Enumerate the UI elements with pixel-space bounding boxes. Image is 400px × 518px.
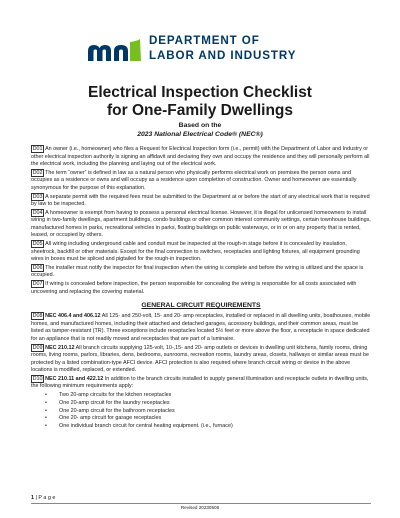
page-label: | P a g e xyxy=(35,495,56,501)
checklist-item xyxy=(31,313,371,343)
item-code: D05 xyxy=(32,241,43,248)
document-body xyxy=(31,146,371,431)
document-title-line-2: for One-Family Dwellings xyxy=(106,102,294,119)
item-text: All wiring including underground cable and conduit must be inspected at the rough-in stage before it is concealed by insulation, sheetrock, backfill or other materials. Except for the final connection to switches, receptacles and lighting fixtures, all equipment grounding wires in boxes must be spliced and pigtailed for the rough-in inspection. xyxy=(31,241,360,263)
revised-date: Revised 20230506 xyxy=(180,505,220,510)
item-text: A separate permit with the required fees must be submitted to the Department at or before the start of any electrical work that is required by law to be inspected. xyxy=(31,193,370,208)
checklist-item xyxy=(31,265,371,280)
item-text: An owner (i.e., homeowner) who files a Request for Electrical Inspection form (i.e., permit) with the Department of Labor and Industry or other electrical inspection authority is signing an affidavit and declaring they own and occupy the residence and they will personally perform all the electrical work, including the planning and laying out of the electrical work. xyxy=(31,146,370,167)
page-number-value: 1 xyxy=(31,495,34,501)
item-code: D09 xyxy=(32,344,43,351)
item-text: In addition to the branch circuits installed to supply general illumination and receptacle outlets in dwelling units, the following minimum requirements apply: xyxy=(31,375,369,390)
item-code: D01 xyxy=(32,146,43,152)
item-text: The term “owner” is defined in law as a natural person who physically performs electrical work on premises the person owns and occupies as a residence or owns and will occupy as a residence upon completion of construction. Owner and homeowner are essentially synonymous for the purpose of this explanation. xyxy=(31,169,357,191)
checklist-item xyxy=(31,376,371,391)
item-code: D06 xyxy=(32,264,43,271)
document-title-line-1: Electrical Inspection Checklist xyxy=(88,84,312,101)
requirements-list xyxy=(31,392,371,431)
code-reference: 2023 National Electrical Code® (NEC®) xyxy=(137,131,263,138)
requirement-bullet: • One 20-amp circuit for the laundry receptacles xyxy=(45,400,371,408)
requirement-bullet: • One 20-amp circuit for the bathroom receptacles xyxy=(45,408,371,416)
intro-items xyxy=(31,146,371,296)
section-title: GENERAL CIRCUIT REQUIREMENTS xyxy=(141,302,261,310)
requirement-bullet: • One individual branch circuit for central heating equipment. (i.e., furnace) xyxy=(45,423,371,431)
item-code: D08 xyxy=(32,313,43,320)
department-name xyxy=(149,34,296,63)
item-code: D07 xyxy=(32,281,43,288)
checklist-item xyxy=(31,170,371,193)
checklist-item xyxy=(31,345,371,375)
checklist-item xyxy=(31,281,371,296)
checklist-item xyxy=(31,146,371,169)
code-citation: NEC 210.11 and 422.12 xyxy=(45,375,104,382)
code-citation: NEC 406.4 and 406.12 xyxy=(45,313,101,320)
requirement-bullet: • Two 20-amp circuits for the kitchen receptacles xyxy=(45,392,371,400)
item-text: All 125- and 250-volt, 15- and 20- amp receptacles, installed or replaced in all dwelling units, boathouses, mobile homes, and manufactured homes, including their attached and detached garages, accessory buildings, and their common areas, must be listed as tamper-resistant (TR). Three exceptions include receptacles located 5½ feet or more above the floor, a receptacle in space dedicated for an appliance that is not readily moved and receptacles that are part of a luminaire. xyxy=(31,313,371,342)
department-line-1: DEPARTMENT OF xyxy=(149,34,260,47)
checklist-item xyxy=(31,241,371,264)
code-citation: NEC 210.12 xyxy=(45,344,75,351)
mn-logo-icon xyxy=(86,39,144,63)
item-code: D04 xyxy=(32,209,43,216)
item-text: If wiring is concealed before inspection, the person responsible for concealing the wiring is responsible for all costs associated with uncovering and replacing the covering material. xyxy=(31,281,357,295)
checklist-item xyxy=(31,194,371,209)
requirement-bullet: • One 20- amp circuit for garage receptacles xyxy=(45,415,371,423)
item-code: D10 xyxy=(32,375,43,382)
page-number xyxy=(31,495,55,501)
section-items xyxy=(31,313,371,391)
department-line-2: LABOR AND INDUSTRY xyxy=(149,48,297,62)
item-text: The installer must notify the inspector for final inspection when the wiring is complete and before the wiring is utilized and the space is occupied. xyxy=(31,264,364,279)
item-text: A homeowner is exempt from having to possess a personal electrical license. However, it is illegal for unlicensed homeowners to install wiring in two-family dwellings, apartment buildings, condo buildings or other common interest community settings, certain townhouse buildings, manufactured homes in parks, recreational vehicles in parks, floating buildings on public waterways, or in or on any property that is rented, leased, or occupied by others. xyxy=(31,209,371,239)
header xyxy=(86,33,326,67)
footer-divider xyxy=(31,503,371,504)
based-on-label: Based on the xyxy=(178,122,222,129)
item-code: D03 xyxy=(32,193,43,200)
checklist-item xyxy=(31,210,371,240)
item-text: All branch circuits supplying 125-volt, 10-,15- and 20- amp outlets or devices in dwelling unit kitchens, family rooms, dining rooms, living rooms, parlors, libraries, dens, bedrooms, sunrooms, recreation rooms, laundry areas, closets, hallways or similar areas must be protected by a listed combination-type AFCI device. AFCI protection is also required where branch circuit wiring or device in the above locations is modified, replaced, or extended. xyxy=(31,344,369,374)
item-code: D02 xyxy=(32,169,43,176)
